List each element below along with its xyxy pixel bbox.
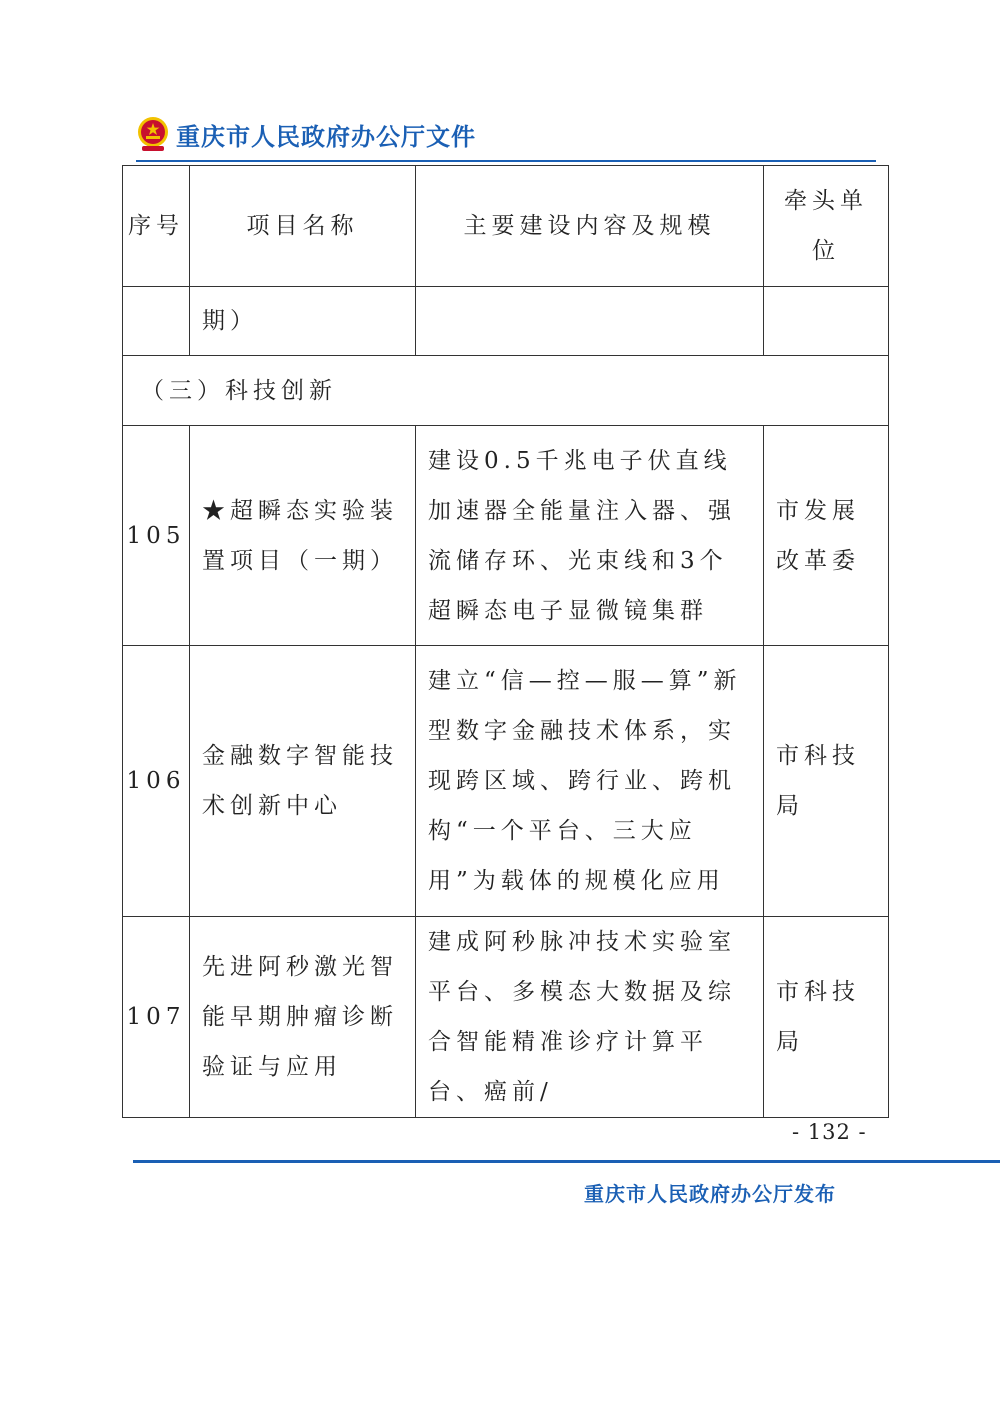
cell-num: 107 — [123, 917, 190, 1118]
header-num: 序号 — [123, 166, 190, 287]
cell-name: 先进阿秒激光智能早期肿瘤诊断验证与应用 — [190, 917, 416, 1118]
cell-num: 105 — [123, 426, 190, 646]
table-row — [123, 426, 889, 646]
table-row-continuation — [123, 287, 889, 356]
section-row — [123, 356, 889, 426]
page-number: - 132 - — [792, 1120, 867, 1144]
cell-content — [416, 287, 764, 356]
table-row — [123, 917, 889, 1118]
cell-content: 建设0.5千兆电子伏直线加速器全能量注入器、强流储存环、光束线和3个超瞬态电子显微镜集群 — [416, 426, 764, 646]
cell-unit: 市发展改革委 — [764, 426, 889, 646]
cell-name: 金融数字智能技术创新中心 — [190, 646, 416, 917]
cell-name: ★超瞬态实验装置项目（一期） — [190, 426, 416, 646]
cell-unit: 市科技局 — [764, 917, 889, 1118]
section-title: （三）科技创新 — [123, 356, 889, 426]
national-emblem-icon — [136, 115, 170, 153]
cell-unit: 市科技局 — [764, 646, 889, 917]
project-table — [122, 165, 889, 1118]
header-title: 重庆市人民政府办公厅文件 — [176, 122, 476, 151]
header-divider — [136, 160, 876, 162]
cell-content: 建立“信—控—服—算”新型数字金融技术体系，实现跨区域、跨行业、跨机构“一个平台、三大应用”为载体的规模化应用 — [416, 646, 764, 917]
header-name: 项目名称 — [190, 166, 416, 287]
header-content: 主要建设内容及规模 — [416, 166, 764, 287]
cell-name: 期） — [190, 287, 416, 356]
document-header — [136, 112, 476, 156]
footer-publisher: 重庆市人民政府办公厅发布 — [584, 1182, 836, 1206]
cell-num — [123, 287, 190, 356]
table-row — [123, 646, 889, 917]
table-header-row — [123, 166, 889, 287]
cell-content: 建成阿秒脉冲技术实验室平台、多模态大数据及综合智能精准诊疗计算平台、癌前/ — [416, 917, 764, 1118]
cell-unit — [764, 287, 889, 356]
header-unit: 牵头单位 — [764, 166, 889, 287]
cell-num: 106 — [123, 646, 190, 917]
footer-divider — [133, 1160, 1000, 1163]
